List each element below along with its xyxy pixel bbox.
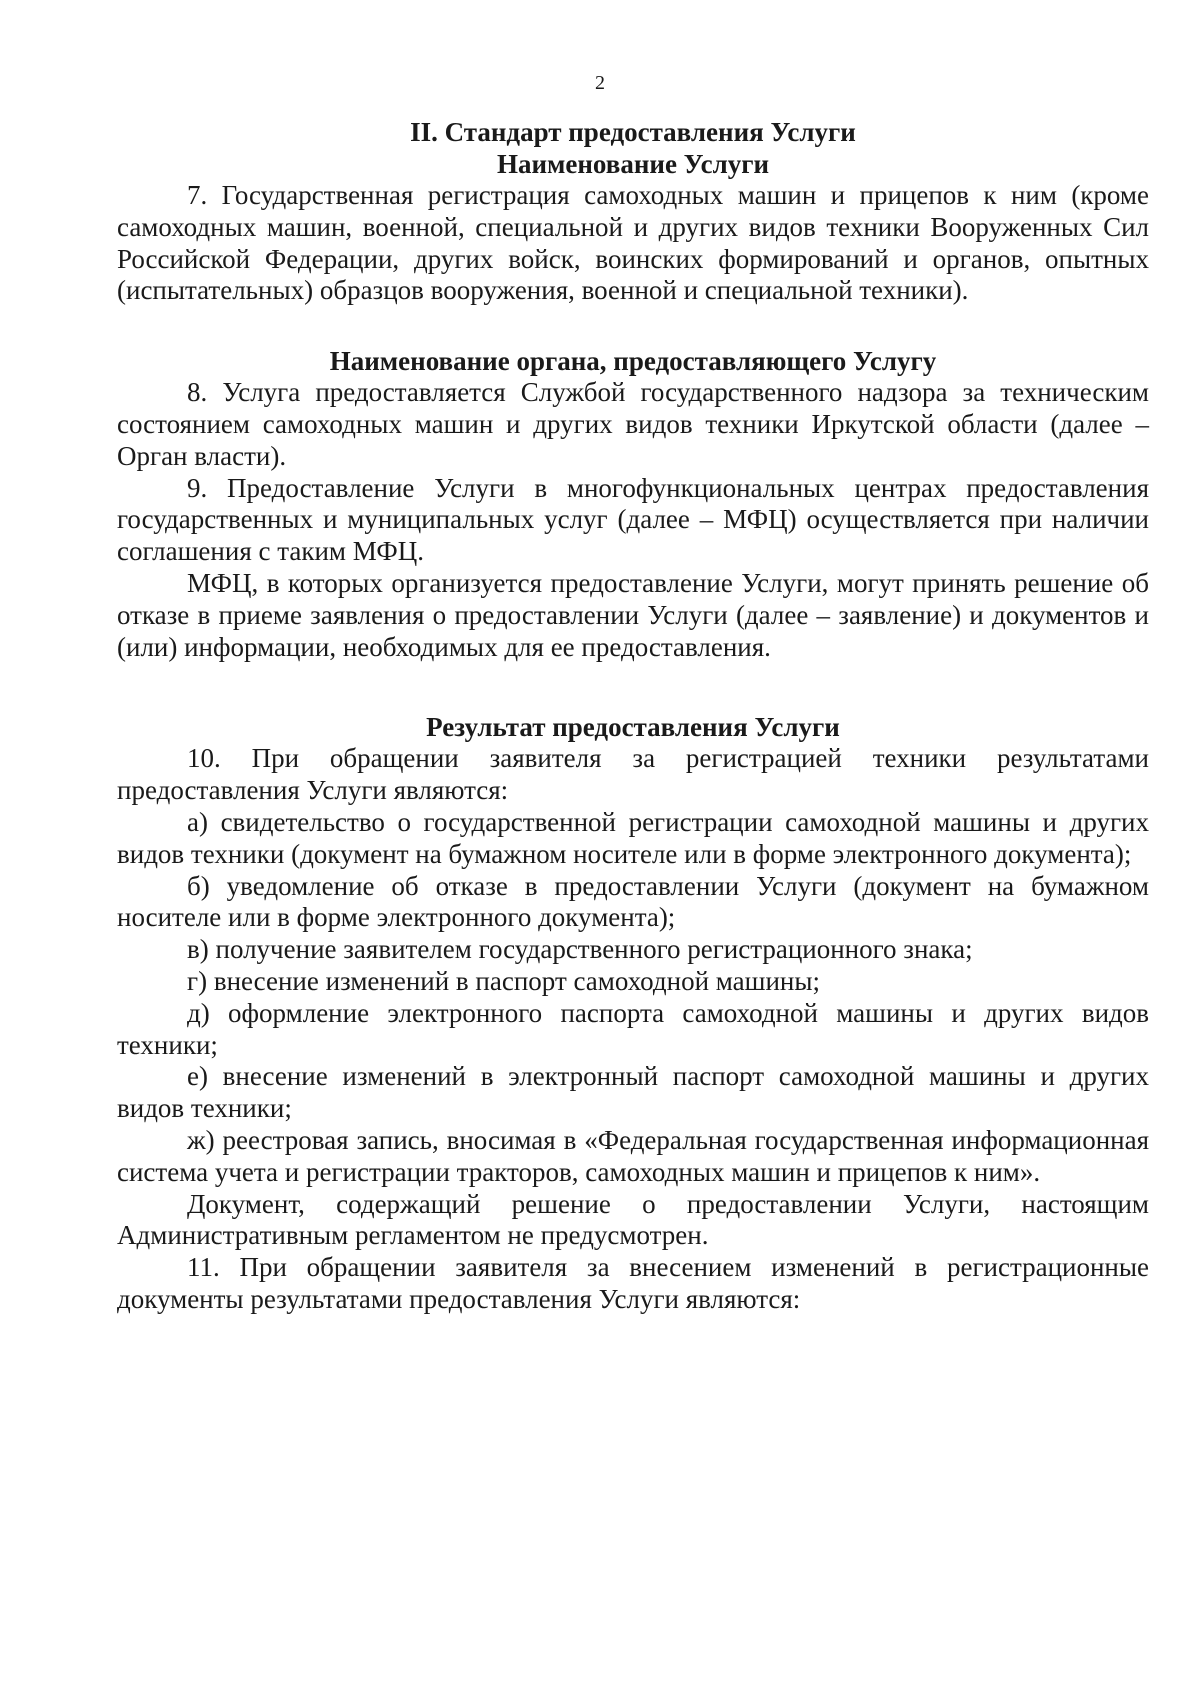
paragraph-8: 8. Услуга предоставляется Службой государственного надзора за техническим состоянием самоходных машин и других видов техники Иркутской области (далее – Орган власти). [117,377,1149,471]
heading-authority: Наименование органа, предоставляющего Услугу [329,346,937,377]
paragraph-7: 7. Государственная регистрация самоходных машин и прицепов к ним (кроме самоходных машин, военной, специальной и других видов техники Вооруженных Сил Российской Федерации, других войск, воинских формирований и органов, опытных (испытательных) образцов вооружения, военной и специальной техники). [117,180,1149,306]
paragraph-10: 10. При обращении заявителя за регистрацией техники результатами предоставления Услуги являются: [117,743,1149,806]
heading-service-name: Наименование Услуги [496,149,770,179]
spacer [117,663,1149,711]
list-item-a: а) свидетельство о государственной регистрации самоходной машины и других видов техники (документ на бумажном носителе или в форме электронного документа); [117,806,1149,869]
paragraph-decision-doc: Документ, содержащий решение о предоставлении Услуги, настоящим Административным регламентом не предусмотрен. [117,1188,1149,1251]
section-title: II. Стандарт предоставления Услуги [410,117,856,147]
spacer [117,307,1149,345]
heading-result: Результат предоставления Услуги [426,712,840,743]
paragraph-mfc: МФЦ, в которых организуется предоставление Услуги, могут принять решение об отказе в приеме заявления о предоставлении Услуги (далее – заявление) и документов и (или) информации, необходимых для ее предоставления. [117,567,1149,662]
list-item-e: е) внесение изменений в электронный паспорт самоходной машины и других видов техники; [117,1061,1149,1124]
list-item-v: в) получение заявителем государственного регистрационного знака; [187,934,973,965]
paragraph-9: 9. Предоставление Услуги в многофункциональных центрах предоставления государственных и муниципальных услуг (далее – МФЦ) осуществляется при наличии соглашения с таким МФЦ. [117,472,1149,567]
list-item-d: д) оформление электронного паспорта самоходной машины и других видов техники; [117,997,1149,1060]
paragraph-11: 11. При обращении заявителя за внесением изменений в регистрационные документы результатами предоставления Услуги являются: [117,1252,1149,1314]
page-number: 2 [595,72,605,94]
list-item-b: б) уведомление об отказе в предоставлении Услуги (документ на бумажном носителе или в форме электронного документа); [117,870,1149,933]
list-item-zh: ж) реестровая запись, вносимая в «Федеральная государственная информационная система учета и регистрации тракторов, самоходных машин и прицепов к ним». [117,1124,1149,1187]
document-body [117,116,1149,1316]
list-item-g: г) внесение изменений в паспорт самоходной машины; [187,965,820,996]
